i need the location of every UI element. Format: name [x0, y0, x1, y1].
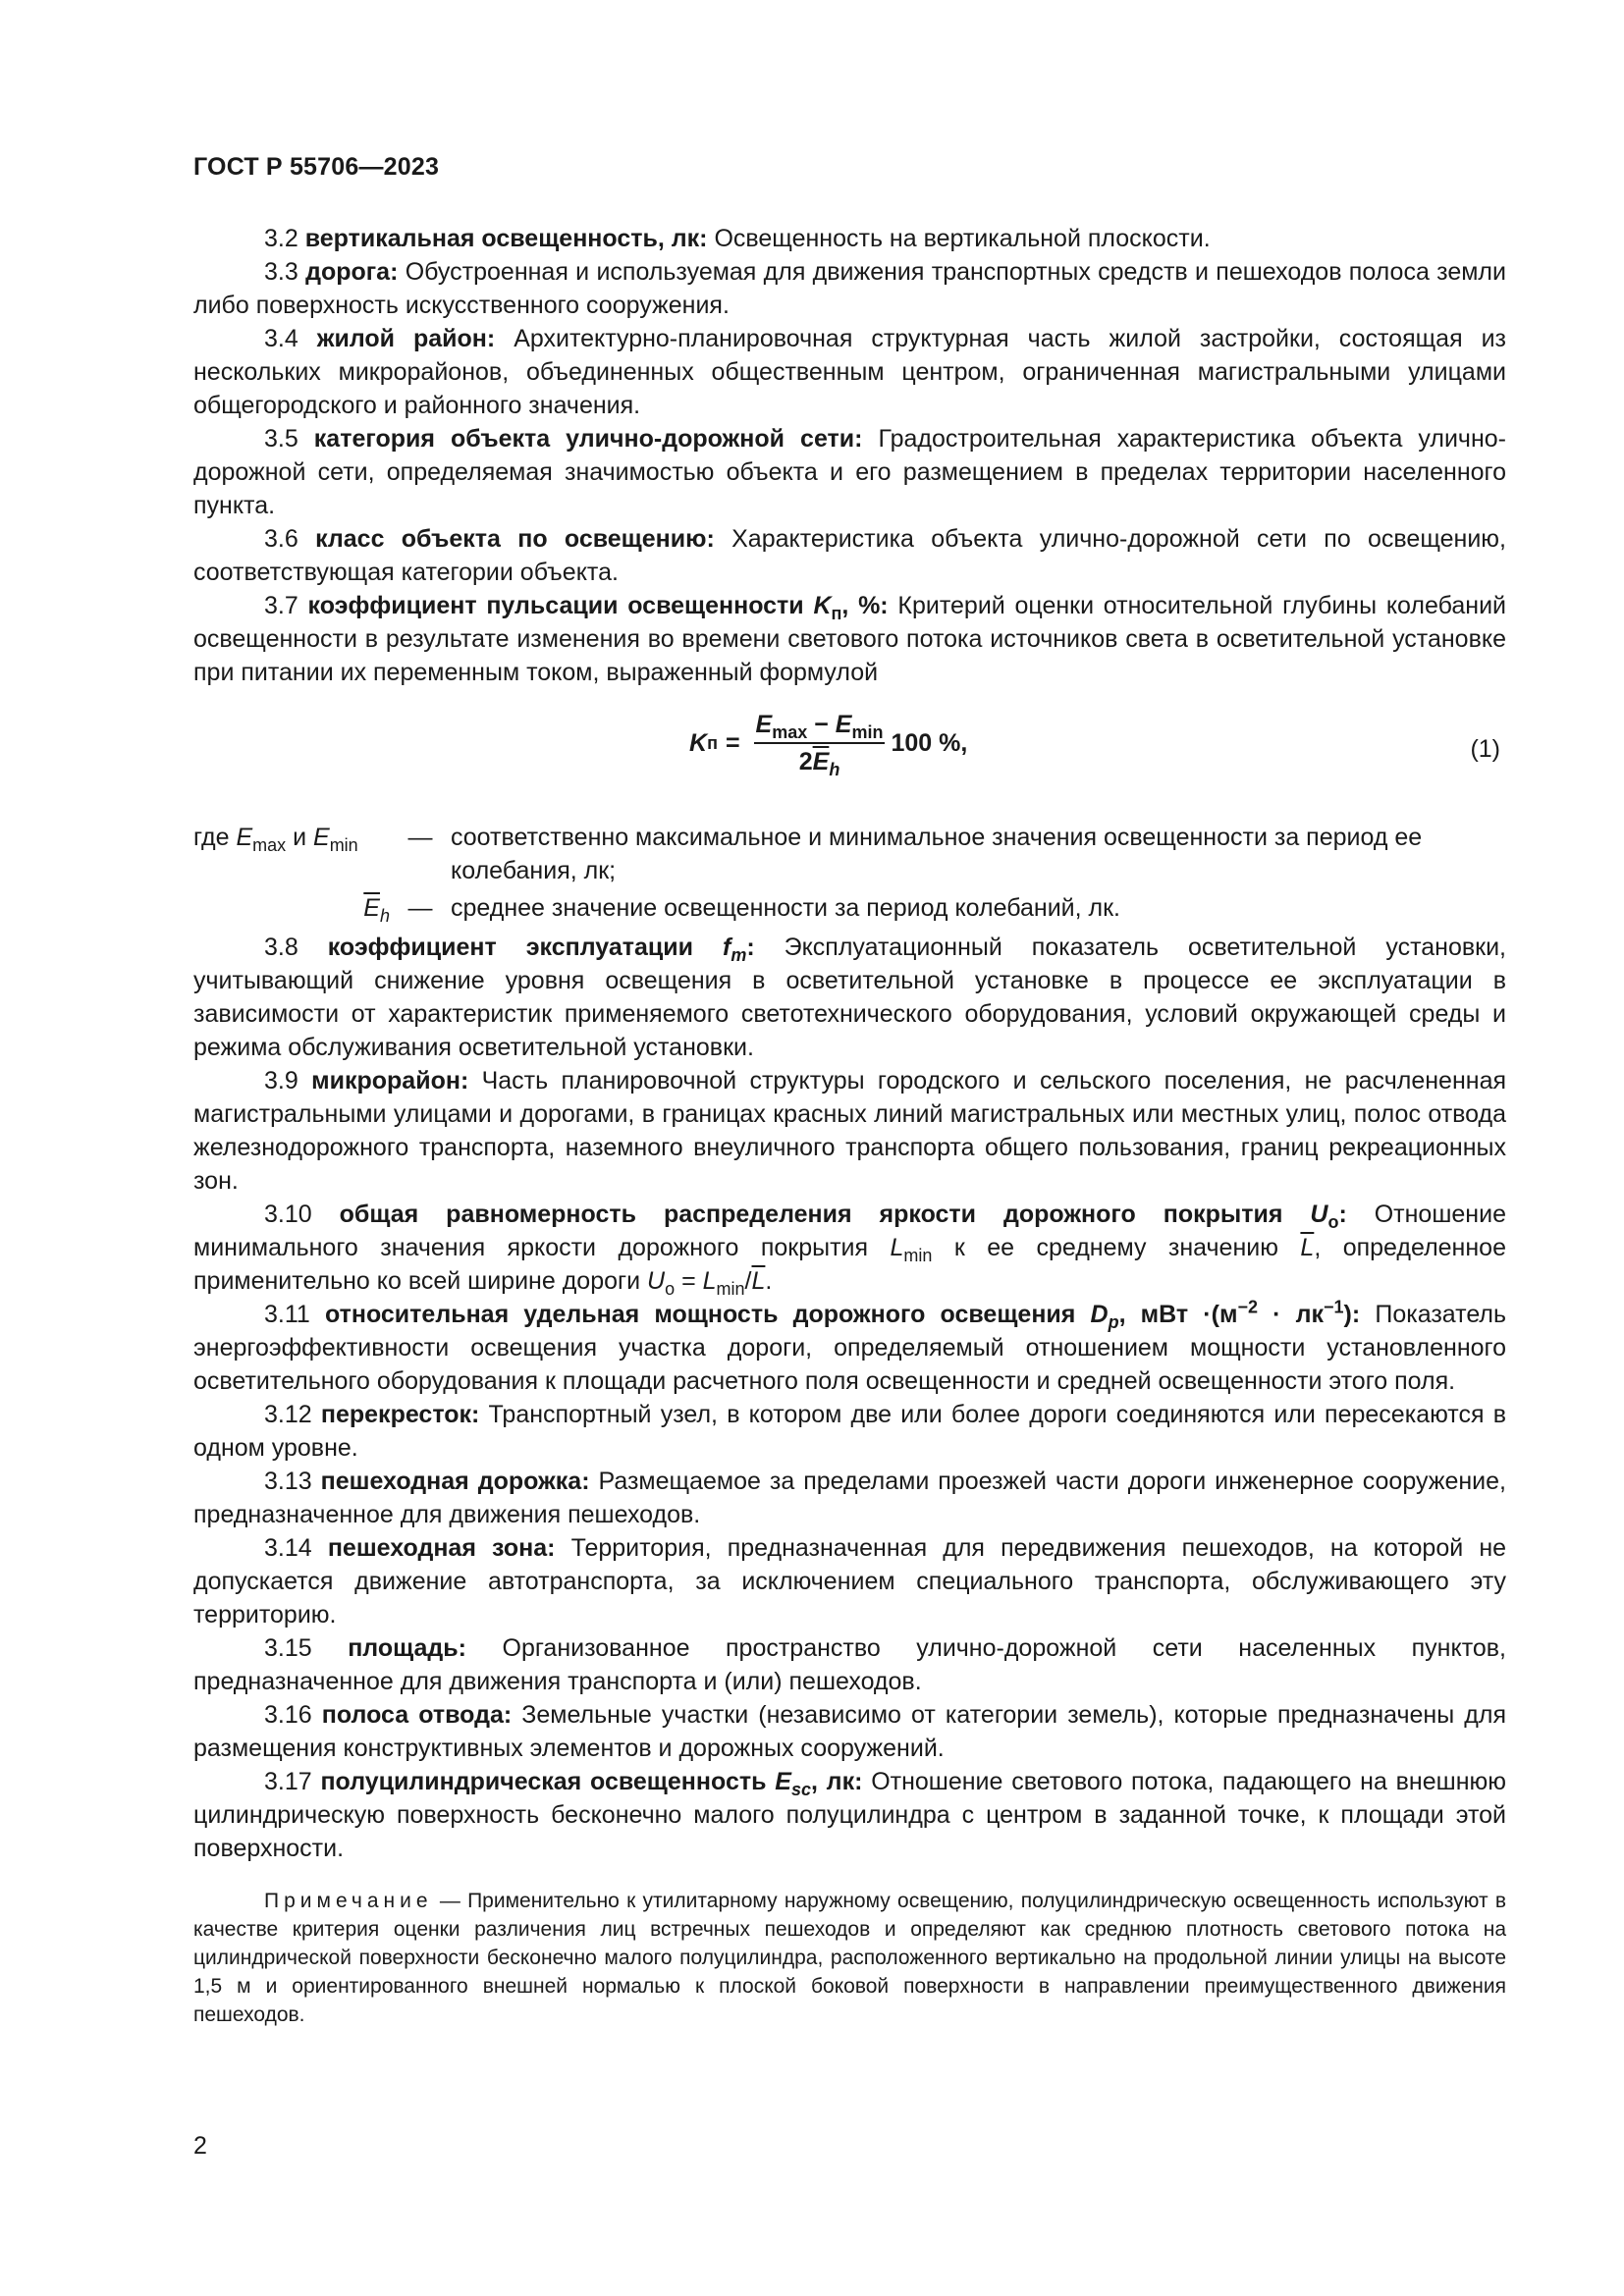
pulsation-formula: K п = $\frac{E_{max} - E_{min}}{2\overline{E}_h}$ 100 %,: [689, 711, 968, 779]
term-3-11: [193, 1298, 1506, 1398]
term-3-6: [193, 522, 1506, 589]
document-body: [193, 222, 1506, 2050]
term-3-9: [193, 1064, 1506, 1198]
term-3-7: [193, 589, 1506, 689]
term-title: полуцилиндрическая освещенность $E_{sc}$, лк:: [320, 1768, 863, 1799]
term-number: 3.8: [264, 934, 298, 961]
term-definition: Характеристика объекта улично-дорожной сети по освещению, соответствующая категории объекта.: [193, 525, 1506, 586]
term-title: категория объекта улично-дорожной сети:: [313, 425, 863, 453]
term-definition: Обустроенная и используемая для движения транспортных средств и пешеходов полоса земли либо поверхность искусственного сооружения.: [193, 258, 1506, 319]
page-number: 2: [193, 2132, 207, 2160]
term-definition: Освещенность на вертикальной плоскости.: [714, 225, 1211, 252]
term-number: 3.16: [264, 1701, 312, 1729]
term-title: пешеходная дорожка:: [320, 1468, 590, 1495]
term-definition: Транспортный узел, в котором две или более дороги соединяются или пересекаются в одном уровне.: [193, 1401, 1506, 1462]
term-3-15: [193, 1631, 1506, 1698]
term-title: жилой район:: [316, 325, 496, 352]
term-title: перекресток:: [320, 1401, 480, 1428]
term-number: 3.2: [264, 225, 298, 252]
term-title: площадь:: [348, 1634, 466, 1662]
term-number: 3.13: [264, 1468, 312, 1495]
term-number: 3.17: [264, 1768, 312, 1795]
term-definition: Показатель энергоэффективности освещения участка дороги, определяемый отношением мощности установленного осветительного оборудования к площади расчетного поля освещенности и средней освещенности этого поля.: [193, 1301, 1506, 1395]
term-number: 3.14: [264, 1534, 312, 1562]
term-number: 3.11: [264, 1301, 310, 1328]
term-number: 3.12: [264, 1401, 312, 1428]
term-title: относительная удельная мощность дорожного освещения $D_p$, мВт $\cdot(м^{-2} \cdot лк^{-1})$:: [324, 1297, 1361, 1332]
formula-legend: [193, 821, 1506, 925]
legend-row-emax-emin: где $E_{max}$ и $E_{min}$ — соответственно максимальное и минимальное значения освещенности за период ее колебания, лк;: [193, 824, 1423, 884]
term-3-17: [193, 1765, 1506, 1865]
term-title: дорога:: [305, 258, 399, 286]
document-code: ГОСТ Р 55706—2023: [193, 153, 440, 181]
term-number: 3.7: [264, 592, 298, 619]
term-3-14: [193, 1531, 1506, 1631]
term-number: 3.6: [264, 525, 298, 553]
term-definition: Градостроительная характеристика объекта улично-дорожной сети, определяемая значимостью объекта и его размещением в пределах территории населенного пункта.: [193, 425, 1506, 519]
term-title: вертикальная освещенность, лк:: [304, 225, 708, 252]
term-title: общая равномерность распределения яркости дорожного покрытия $U_o$:: [339, 1201, 1347, 1232]
term-number: 3.4: [264, 325, 298, 352]
term-title: коэффициент пульсации освещенности $K_п$, %:: [307, 592, 889, 623]
term-title: микрорайон:: [311, 1067, 469, 1095]
term-3-16: [193, 1698, 1506, 1765]
term-number: 3.9: [264, 1067, 298, 1095]
term-definition: Отношение минимального значения яркости дорожного покрытия $L_{min}$ к ее среднему значению $\overline{L}$, определенное применительно ко всей ширине дороги $U_o = L_{min}/\overline{L}$.: [193, 1201, 1506, 1299]
term-definition: Земельные участки (независимо от категории земель), которые предназначены для размещения конструктивных элементов и дорожных сооружений.: [193, 1701, 1506, 1762]
legend-row-eh: $\overline{E}_h$ — среднее значение освещенности за период колебаний, лк.: [363, 894, 1120, 926]
note-text: — Применительно к утилитарному наружному освещению, полуцилиндрическую освещенность используют в качестве критерия оценки различения лиц встречных пешеходов и определяют как среднюю плотность светового потока на цилиндрической поверхности бесконечно малого полуцилиндра, расположенного вертикально на продольной линии улицы на высоте 1,5 м и ориентированного внешней нормалью к плоской боковой поверхности в направлении преимущественного движения пешеходов.: [193, 1890, 1506, 2026]
term-3-3: [193, 255, 1506, 322]
term-definition: Отношение светового потока, падающего на внешнюю цилиндрическую поверхность бесконечно малого полуцилиндра с центром в заданной точке, к площади этой поверхности.: [193, 1768, 1507, 1862]
term-3-10: [193, 1198, 1506, 1298]
formula-fraction: $\frac{E_{max} - E_{min}}{2\overline{E}_h}$: [755, 711, 884, 779]
term-3-12: [193, 1398, 1506, 1465]
term-3-8: [193, 931, 1506, 1064]
term-definition: Критерий оценки относительной глубины колебаний освещенности в результате изменения во времени светового потока источников света в осветительной установке при питании их переменным током, выраженный формулой: [193, 592, 1506, 686]
term-number: 3.5: [264, 425, 298, 453]
term-definition: Эксплуатационный показатель осветительной установки, учитывающий снижение уровня освещения в осветительной установке в процессе ее эксплуатации в зависимости от характеристик применяемого светотехнического оборудования, условий окружающей среды и режима обслуживания осветительной установки.: [193, 934, 1506, 1061]
term-title: класс объекта по освещению:: [315, 525, 715, 553]
term-number: 3.15: [264, 1634, 312, 1662]
term-3-2: [193, 222, 1506, 255]
term-title: пешеходная зона:: [327, 1534, 556, 1562]
term-definition: Организованное пространство улично-дорожной сети населенных пунктов, предназначенное для движения транспорта и (или) пешеходов.: [193, 1634, 1506, 1695]
equation-number: (1): [1470, 735, 1500, 763]
term-definition: Территория, предназначенная для передвижения пешеходов, на которой не допускается движение автотранспорта, за исключением специального транспорта, обслуживающего эту территорию.: [193, 1534, 1507, 1629]
term-3-4: [193, 322, 1506, 422]
term-number: 3.10: [264, 1201, 312, 1228]
term-definition: Размещаемое за пределами проезжей части дороги инженерное сооружение, предназначенное для движения пешеходов.: [193, 1468, 1506, 1528]
term-3-13: [193, 1465, 1506, 1531]
term-definition: Архитектурно-планировочная структурная часть жилой застройки, состоящая из нескольких микрорайонов, объединенных общественным центром, ограниченная магистральными улицами общегородского и районного значения.: [193, 325, 1506, 419]
term-3-5: [193, 422, 1506, 522]
term-number: 3.3: [264, 258, 298, 286]
note-label: Примечание: [264, 1890, 433, 1912]
term-definition: Часть планировочной структуры городского и сельского поселения, не расчлененная магистральными улицами и дорогами, в границах красных линий магистральных или местных улиц, полос отвода железнодорожного транспорта, наземного внеуличного транспорта общего пользования, границ рекреационных зон.: [193, 1067, 1507, 1195]
term-title: коэффициент эксплуатации $f_m$:: [327, 934, 755, 965]
note: [193, 1887, 1506, 2029]
term-title: полоса отвода:: [321, 1701, 513, 1729]
formula-1: [193, 703, 1506, 797]
